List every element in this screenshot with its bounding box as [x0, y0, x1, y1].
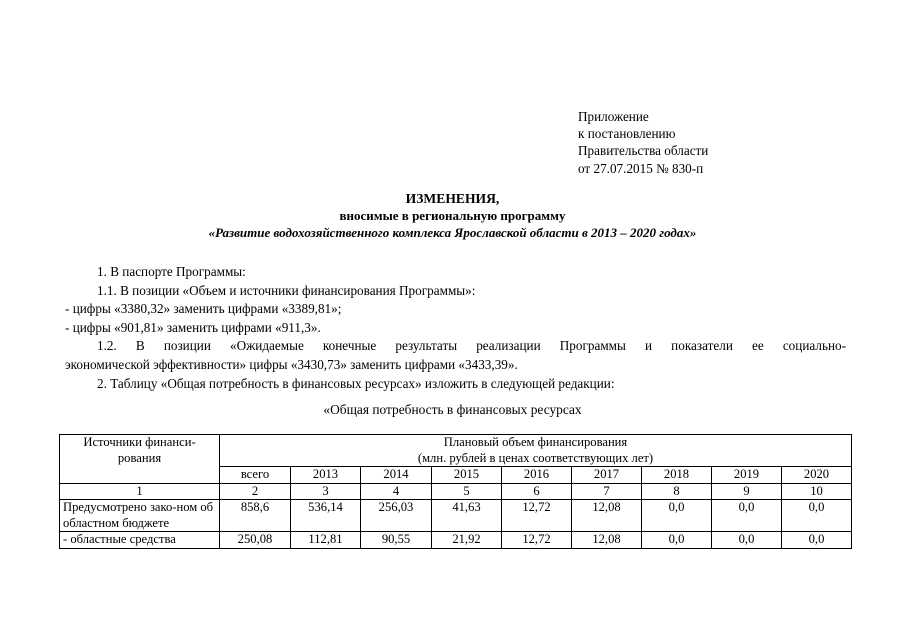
table-header-row [60, 435, 852, 467]
table-cell: 21,92 [432, 532, 502, 549]
paragraph: - цифры «901,81» заменить цифрами «911,3». [65, 319, 321, 335]
table-cell: 536,14 [291, 500, 361, 532]
planned-header-line: (млн. рублей в ценах соответствующих лет) [417, 450, 654, 465]
column-header: 2016 [502, 467, 572, 484]
table-cell: 256,03 [361, 500, 432, 532]
table-cell: 0,0 [782, 500, 852, 532]
paragraph: экономической эффективности» цифры «3430,73» заменить цифрами «3433,39». [65, 356, 518, 372]
column-number-row [60, 483, 852, 500]
appendix-line: от 27.07.2015 № 830-п [578, 160, 704, 176]
table-cell: 250,08 [220, 532, 291, 549]
column-header: 2015 [432, 467, 502, 484]
column-number: 4 [361, 483, 432, 500]
table-caption: «Общая потребность в финансовых ресурсах [323, 402, 582, 417]
appendix-block [578, 108, 708, 177]
paragraph: 1. В паспорте Программы: [97, 264, 246, 279]
row-label: Предусмотрено зако-ном об областном бюджете [60, 500, 220, 532]
table-cell: 90,55 [361, 532, 432, 549]
table-cell: 858,6 [220, 500, 291, 532]
table-cell: 0,0 [782, 532, 852, 549]
column-number: 1 [60, 483, 220, 500]
table-cell: 12,08 [572, 500, 642, 532]
column-number: 9 [712, 483, 782, 500]
column-number: 2 [220, 483, 291, 500]
column-header: 2017 [572, 467, 642, 484]
document-title: ИЗМЕНЕНИЯ, [405, 191, 500, 206]
paragraph: - цифры «3380,32» заменить цифрами «3389,81»; [65, 301, 342, 317]
table-cell: 12,72 [502, 500, 572, 532]
program-name: «Развитие водохозяйственного комплекса Ярославской области в 2013 – 2020 годах» [208, 225, 697, 240]
column-header: 2018 [642, 467, 712, 484]
column-number: 6 [502, 483, 572, 500]
appendix-line: к постановлению [578, 126, 676, 142]
financing-table [59, 434, 852, 549]
paragraph: 1.1. В позиции «Объем и источники финансирования Программы»: [97, 282, 476, 298]
column-number: 10 [782, 483, 852, 500]
table-cell: 0,0 [642, 532, 712, 549]
column-header: всего [220, 467, 291, 484]
paragraph: 2. Таблицу «Общая потребность в финансовых ресурсах» изложить в следующей редакции: [97, 375, 615, 391]
planned-header-cell [220, 435, 852, 467]
column-number: 8 [642, 483, 712, 500]
row-label: - областные средства [60, 532, 220, 549]
column-number: 5 [432, 483, 502, 500]
table-cell: 0,0 [712, 500, 782, 532]
document-heading [0, 190, 905, 241]
planned-header-line: Плановый объем финансирования [443, 435, 628, 449]
table-cell: 112,81 [291, 532, 361, 549]
column-header: 2019 [712, 467, 782, 484]
column-header: 2013 [291, 467, 361, 484]
table-cell: 41,63 [432, 500, 502, 532]
column-number: 7 [572, 483, 642, 500]
table-row [60, 532, 852, 549]
table-cell: 0,0 [642, 500, 712, 532]
table-cell: 0,0 [712, 532, 782, 549]
appendix-line: Приложение [578, 109, 649, 124]
paragraph: 1.2. В позиции «Ожидаемые конечные результаты реализации Программы и показатели ее социально- [97, 338, 846, 354]
table-row [60, 500, 852, 532]
appendix-line: Правительства области [578, 143, 709, 159]
document-body [65, 263, 846, 393]
table-cell: 12,72 [502, 532, 572, 549]
column-header: 2014 [361, 467, 432, 484]
column-number: 3 [291, 483, 361, 500]
document-subtitle: вносимые в региональную программу [339, 208, 566, 223]
source-header-cell: Источники финанси-рования [60, 435, 220, 484]
column-header: 2020 [782, 467, 852, 484]
table-cell: 12,08 [572, 532, 642, 549]
